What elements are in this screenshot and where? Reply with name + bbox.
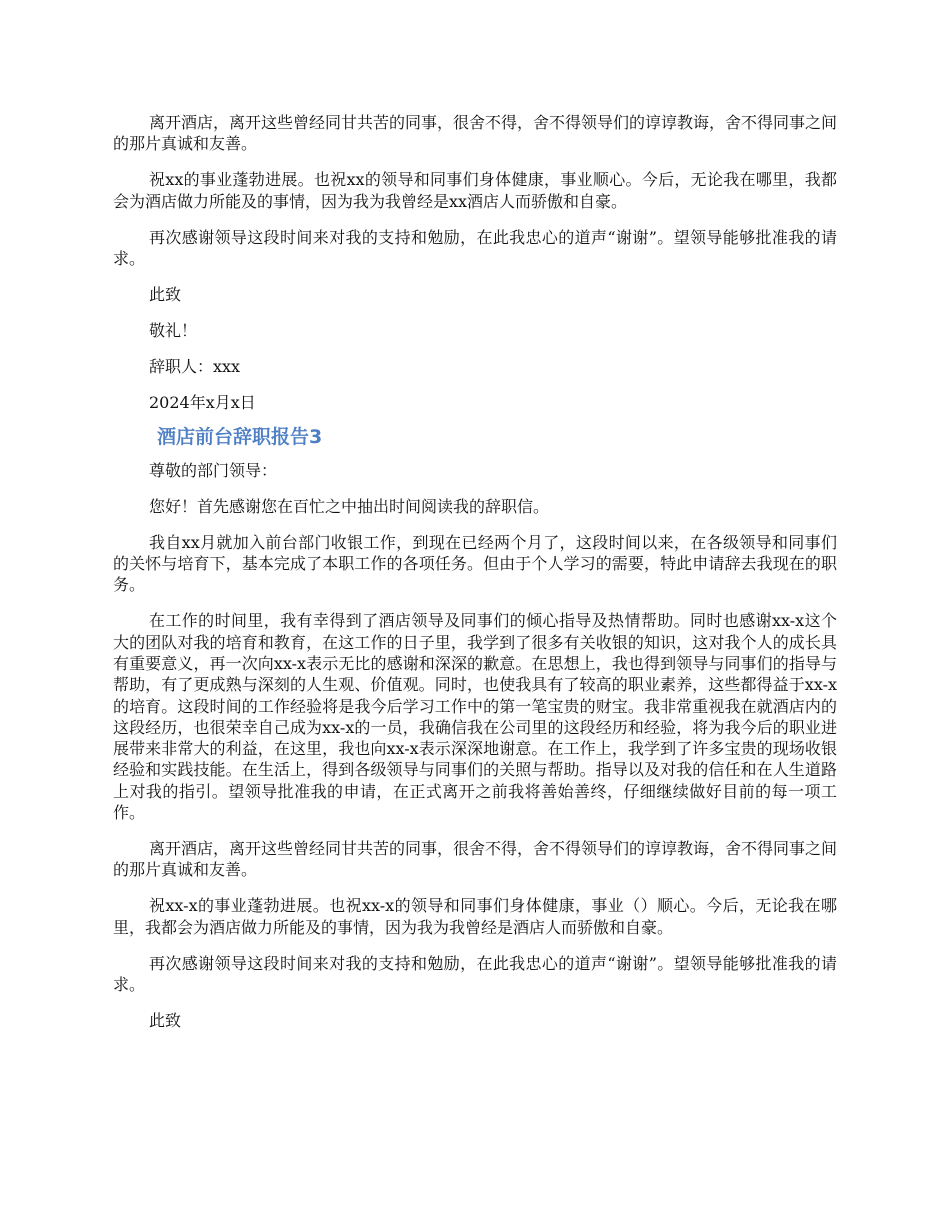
greeting-line: 尊敬的部门领导： [149, 460, 278, 480]
paragraph-work-experience: 在工作的时间里，我有幸得到了酒店领导及同事们的倾心指导及热情帮助。同时也感谢xx-x这个大的团队对我的培育和教育，在这工作的日子里，我学到了很多有关收银的知识，这对我个人的成长具有重要意义，再一次向xx-x表示无比的感谢和深深的歉意。在思想上，我也得到领导与同事们的指导与帮助，有了更成熟与深刻的人生观、价值观。同时，也使我具有了较高的职业素养，这些都得益于xx-x的培育。这段时间的工作经验将是我今后学习工作中的第一笔宝贵的财宝。我非常重视我在就酒店内的这段经历，也很荣幸自己成为xx-x的一员，我确信我在公司里的这段经历和经验，将为我今后的职业进展带来非常大的利益，在这里，我也向xx-x表示深深地谢意。在工作上，我学到了许多宝贵的现场收银经验和实践技能。在生活上，得到各级领导与同事们的关照与帮助。指导以及对我的信任和在人生道路上对我的指引。望领导批准我的申请，在正式离开之前我将善始善终，仔细继续做好目前的每一项工作。 [113, 611, 837, 822]
paragraph-best-wishes: 祝xx的事业蓬勃进展。也祝xx的领导和同事们身体健康，事业顺心。今后，无论我在哪里，我都会为酒店做力所能及的事情，因为我为我曾经是xx酒店人而骄傲和自豪。 [113, 170, 837, 211]
paragraph-farewell-colleagues-2: 离开酒店，离开这些曾经同甘共苦的同事，很舍不得，舍不得领导们的谆谆教诲，舍不得同事之间的那片真诚和友善。 [113, 838, 838, 880]
paragraph-best-wishes-2: 祝xx-x的事业蓬勃进展。也祝xx-x的领导和同事们身体健康，事业（）顺心。今后，无论我在哪里，我都会为酒店做力所能及的事情，因为我为我曾经是酒店人而骄傲和自豪。 [113, 896, 837, 937]
date-line: 2024年x月x日 [149, 392, 256, 412]
opening-paragraph: 您好！首先感谢您在百忙之中抽出时间阅读我的辞职信。 [149, 496, 550, 516]
closing-salutation-2: 此致 [149, 1010, 182, 1030]
document-body [113, 112, 837, 1046]
signature-line: 辞职人：xxx [149, 356, 241, 376]
paragraph-farewell-colleagues: 离开酒店，离开这些曾经同甘共苦的同事，很舍不得，舍不得领导们的谆谆教诲，舍不得同事之间的那片真诚和友善。 [113, 113, 838, 154]
paragraph-thanks-request: 再次感谢领导这段时间来对我的支持和勉励，在此我忠心的道声“谢谢”。望领导能够批准我的请求。 [113, 227, 837, 268]
paragraph-thanks-request-2: 再次感谢领导这段时间来对我的支持和勉励，在此我忠心的道声“谢谢”。望领导能够批准我的请求。 [113, 953, 837, 994]
closing-regards: 敬礼！ [149, 320, 198, 340]
closing-salutation: 此致 [149, 284, 182, 304]
paragraph-job-intro: 我自xx月就加入前台部门收银工作，到现在已经两个月了，这段时间以来，在各级领导和同事们的关怀与培育下，基本完成了本职工作的各项任务。但由于个人学习的需要，特此申请辞去我现在的职务。 [113, 532, 837, 595]
section-heading: 酒店前台辞职报告3 [157, 425, 323, 448]
